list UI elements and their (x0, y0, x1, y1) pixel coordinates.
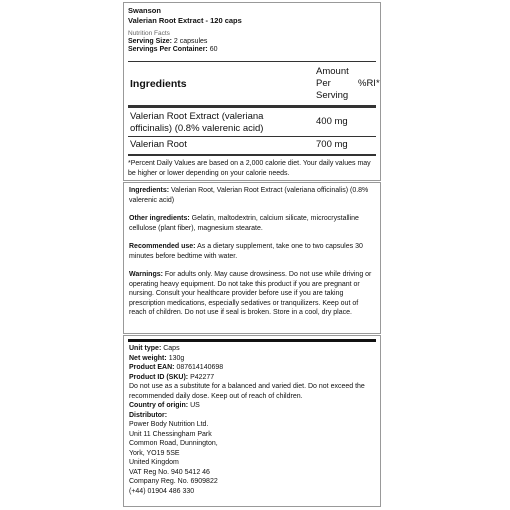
net-weight-value: 130g (168, 354, 185, 362)
ingredients-label: Ingredients: (129, 187, 170, 194)
warnings-text: For adults only. May cause drowsiness. Do not use while driving or operating heavy equipment. Do not take this product if you are pregnant or nursing. Consult your healthcare provider before use if you are taking prescription medications, especially sedatives or tranquilizers. Keep out of reach of children. Do not use if seal is broken. Store in a cool, dry place. (129, 271, 372, 316)
ingredient-name-line2: officinalis) (0.8% valerenic acid) (130, 123, 264, 134)
footer-rule (128, 154, 376, 156)
other-ingredients-block (129, 214, 372, 233)
ingredients-text: Valerian Root, Valerian Root Extract (valeriana officinalis) (0.8% valerenic acid) (129, 187, 369, 204)
distributor-heading (129, 411, 374, 421)
product-sku-label: Product ID (SKU): (129, 373, 189, 381)
product-ean-label: Product EAN: (129, 364, 175, 371)
distributor-line: York, YO19 5SE (129, 449, 180, 457)
product-ean (129, 363, 374, 373)
product-details-panel (123, 182, 381, 334)
distributor-line: United Kingdom (129, 459, 179, 466)
servings-label: Servings Per Container: (128, 46, 208, 53)
diet-disclaimer: Do not use as a substitute for a balanced and varied diet. Do not exceed the recommended daily dose. Keep out of reach of children. (129, 383, 365, 400)
country-value: US (190, 402, 200, 409)
product-ean-value: 087614140698 (176, 364, 224, 371)
distributor-line: Unit 11 Chessingham Park (129, 430, 212, 438)
distributor-line: (+44) 01904 486 330 (129, 487, 195, 495)
product-info-lines (129, 344, 374, 496)
serving-size-label: Serving Size: (128, 38, 172, 45)
header-rule (128, 105, 376, 108)
ingredients-block (129, 186, 372, 205)
ingredient-amount: 400 mg (316, 116, 348, 127)
warnings-block (129, 270, 372, 318)
net-weight (129, 354, 374, 364)
recommended-use-text: As a dietary supplement, take one to two capsules 30 minutes before bedtime with water. (129, 243, 363, 260)
servings-per-container (128, 46, 380, 53)
nutrition-facts-panel (123, 2, 381, 181)
country-label: Country of origin: (129, 402, 189, 409)
distributor-label: Distributor: (129, 411, 168, 419)
net-weight-label: Net weight: (129, 354, 167, 362)
other-ingredients-text: Gelatin, maltodextrin, calcium silicate, microcrystalline cellulose (plant fiber), magnesium stearate. (129, 215, 359, 232)
amount-header-line1: Amount (316, 66, 349, 77)
divider (128, 61, 376, 62)
top-bar (128, 339, 376, 342)
amount-header-line2: Per (316, 78, 331, 89)
product-sku-value: P42277 (190, 373, 215, 381)
amount-column-header (316, 66, 349, 102)
nutrition-facts-heading: Nutrition Facts (128, 30, 170, 37)
warnings-label: Warnings: (129, 271, 163, 278)
ingredients-column-header: Ingredients (130, 78, 187, 90)
ingredient-name (130, 111, 263, 135)
other-ingredients-label: Other ingredients: (129, 215, 190, 222)
distributor-line: Common Road, Dunnington, (129, 440, 218, 447)
unit-type-label: Unit type: (129, 345, 162, 352)
product-info-panel (123, 335, 381, 507)
distributor-line: Company Reg. No. 6909822 (129, 478, 218, 485)
distributor-line: VAT Reg No. 940 5412 46 (129, 468, 210, 476)
daily-values-footnote: *Percent Daily Values are based on a 2,000 calorie diet. Your daily values may be higher or lower depending on your calorie needs. (128, 160, 371, 177)
serving-size (128, 38, 380, 45)
ingredient-name-line1: Valerian Root Extract (valeriana (130, 111, 264, 122)
row-divider (128, 136, 376, 137)
recommended-use-label: Recommended use: (129, 243, 196, 250)
recommended-use-block (129, 242, 372, 261)
serving-size-value: 2 capsules (173, 38, 208, 45)
amount-header-line3: Serving (316, 90, 349, 101)
brand-name: Swanson (128, 6, 161, 15)
ingredient-amount: 700 mg (316, 139, 348, 150)
product-title: Valerian Root Extract - 120 caps (128, 16, 242, 25)
ri-column-header: %RI* (358, 78, 380, 89)
ingredient-name: Valerian Root (130, 139, 187, 150)
country-of-origin (129, 401, 374, 411)
product-sku (129, 373, 374, 383)
distributor-line: Power Body Nutrition Ltd. (129, 421, 209, 428)
servings-value: 60 (209, 46, 218, 53)
unit-type (129, 344, 374, 354)
unit-type-value: Caps (163, 345, 180, 352)
